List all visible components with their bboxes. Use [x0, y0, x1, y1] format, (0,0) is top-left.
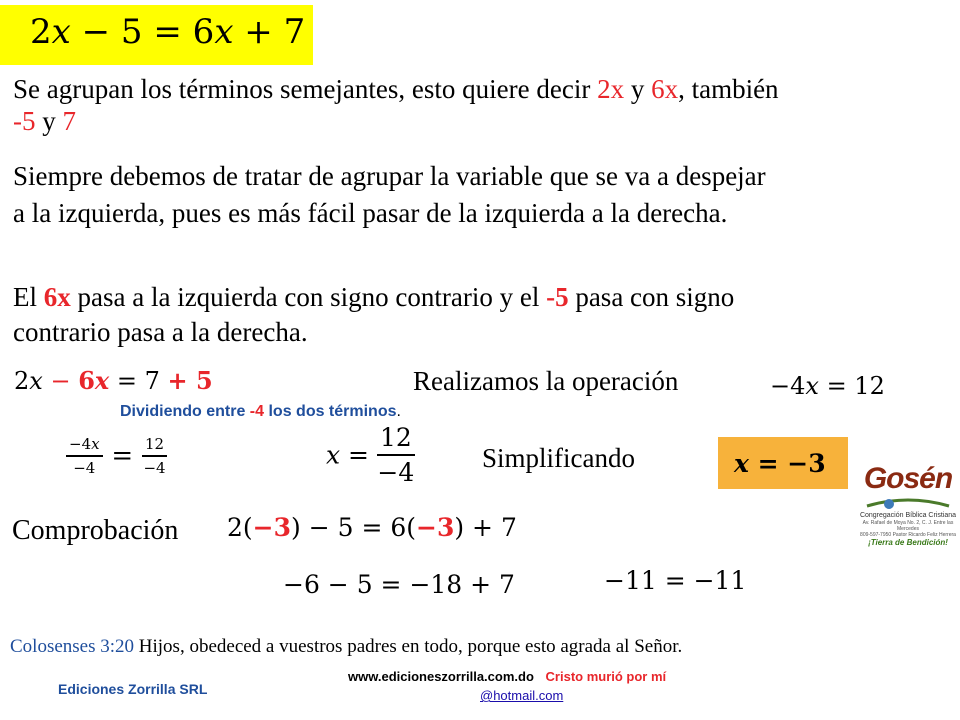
step1-equation — [14, 366, 213, 395]
title-eq-middle: − 5 = 6 — [70, 12, 215, 52]
para3-bold-neg5: -5 — [546, 282, 569, 312]
para1-text4: y — [35, 106, 63, 136]
simplificando-label: Simplificando — [482, 443, 635, 473]
step1-eq: = 7 — [109, 367, 168, 395]
check1-part1: 2( — [227, 513, 253, 542]
verse-reference: Colosenses 3:20 — [10, 636, 135, 657]
logo-swoosh-icon — [863, 496, 953, 512]
logo-tagline: ¡Tierra de Bendición! — [868, 538, 948, 547]
answer-x: x — [734, 449, 749, 478]
check-equation-3: −11 = −11 — [604, 566, 747, 595]
step1-minus: − — [42, 367, 79, 395]
big-fraction — [377, 423, 415, 487]
left-frac-num: −4 — [69, 435, 92, 453]
right-frac-den: −4 — [143, 459, 166, 477]
footer-motto: Cristo murió por mí — [545, 669, 667, 684]
big-frac-num: 12 — [377, 423, 415, 456]
bible-verse — [10, 636, 682, 658]
step1-plus5: + 5 — [167, 366, 213, 395]
left-frac-x: x — [91, 435, 100, 453]
answer-value: = −3 — [748, 449, 826, 478]
para1-red-7: 7 — [62, 106, 76, 136]
footer-website — [348, 669, 666, 684]
left-fraction — [66, 435, 103, 477]
para2-line2: a la izquierda, pues es más fácil pasar de la izquierda a la derecha. — [13, 198, 728, 228]
title-eq-x1: x — [51, 12, 71, 52]
comprobacion-label: Comprobación — [12, 515, 179, 546]
para3-text2: pasa a la izquierda con signo contrario y el — [70, 282, 547, 312]
para3-line2: contrario pasa a la derecha. — [13, 317, 308, 347]
footer-website-text: www.edicioneszorrilla.com.do — [348, 669, 534, 684]
step1-bold-6: 6 — [78, 366, 95, 395]
para3-bold-6x: 6x — [43, 282, 71, 312]
paragraph-advice — [13, 158, 766, 232]
footer-email-link[interactable]: @hotmail.com — [480, 688, 564, 703]
para1-red-6x: 6x — [651, 74, 679, 104]
answer-equation — [734, 449, 826, 478]
para3-text3: pasa con signo — [568, 282, 735, 312]
dividiendo-text2: los dos términos — [264, 403, 397, 420]
check1-red1: −3 — [252, 513, 292, 542]
realizamos-label: Realizamos la operación — [413, 366, 679, 396]
para1-text2: y — [624, 74, 652, 104]
frac-equals: = — [111, 441, 134, 471]
title-eq-end: + 7 — [233, 12, 306, 52]
check-equation-2: −6 − 5 = −18 + 7 — [283, 570, 515, 599]
dividiendo-note — [120, 403, 401, 421]
footer-publisher: Ediciones Zorrilla SRL — [58, 681, 208, 697]
para2-line1: Siempre debemos de tratar de agrupar la variable que se va a despejar — [13, 161, 766, 191]
result1-post: = 12 — [818, 372, 885, 400]
fraction-division — [66, 435, 167, 477]
big-frac-eq: = — [340, 440, 377, 470]
check1-red2: −3 — [416, 513, 455, 542]
logo-line1: Congregación Bíblica Cristiana — [859, 512, 957, 519]
result1-x: x — [805, 372, 819, 400]
result1-pre: −4 — [770, 372, 806, 400]
right-fraction — [142, 435, 167, 477]
logo-line3: 809-597-7950 Pastor Ricardo Feliz Herrera — [860, 532, 956, 538]
big-frac-den: −4 — [377, 458, 415, 487]
step1-coef: 2 — [14, 367, 30, 395]
gosen-logo — [858, 462, 958, 574]
para1-red-neg5: -5 — [13, 106, 36, 136]
fraction-result — [326, 423, 415, 487]
title-equation — [30, 12, 305, 52]
logo-brand: Gosén — [863, 462, 953, 495]
check-equation-1 — [227, 513, 517, 542]
step1-x: x — [29, 367, 43, 395]
verse-text: Hijos, obedeced a vuestros padres en todo, porque esto agrada al Señor. — [134, 636, 683, 657]
paragraph-transposition — [13, 280, 734, 350]
big-frac-x: x — [326, 440, 341, 470]
dividiendo-text1: Dividiendo entre — [120, 403, 250, 420]
result1-equation — [770, 372, 885, 400]
para3-text1: El — [13, 282, 44, 312]
right-frac-num: 12 — [142, 435, 167, 457]
title-eq-x2: x — [214, 12, 234, 52]
para1-red-2x: 2x — [597, 74, 625, 104]
paragraph-grouping — [13, 73, 779, 137]
logo-line2: Av. Rafael de Moya No. 2, C. J. Entre las Mercedes — [862, 520, 954, 532]
title-eq-coef: 2 — [30, 12, 52, 52]
left-frac-den: −4 — [73, 459, 96, 477]
para1-text3: , también — [678, 74, 779, 104]
step1-bold-x: x — [94, 366, 110, 395]
check1-part2: ) − 5 = 6( — [291, 513, 417, 542]
para1-text1: Se agrupan los términos semejantes, esto quiere decir — [13, 74, 598, 104]
check1-part3: ) + 7 — [454, 513, 517, 542]
dividiendo-period: . — [396, 403, 401, 420]
dividiendo-red: -4 — [249, 403, 265, 420]
